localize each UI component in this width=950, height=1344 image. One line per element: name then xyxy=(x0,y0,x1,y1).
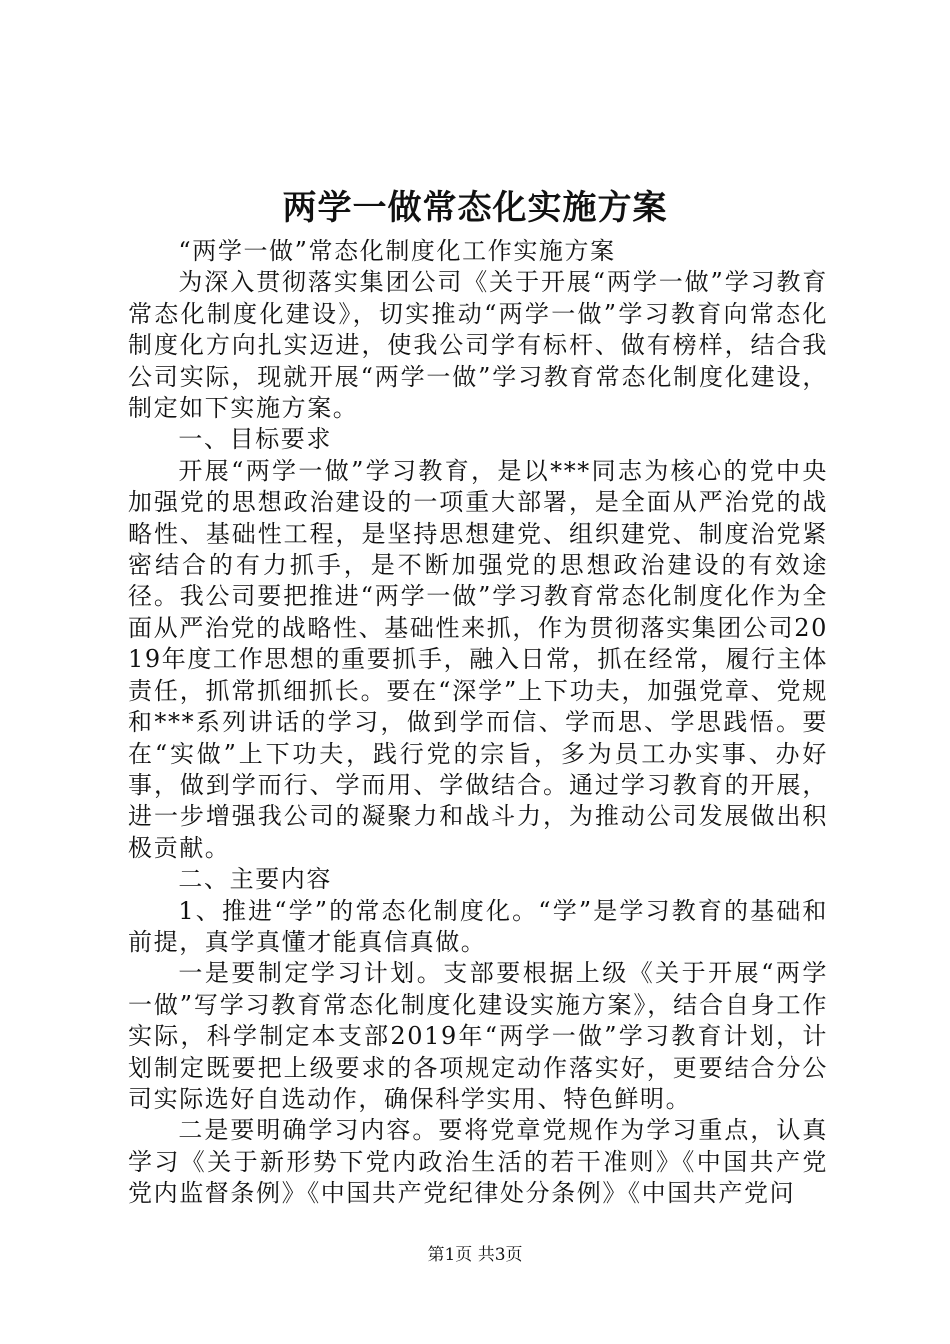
document-body xyxy=(128,236,828,1210)
paragraph-study-plan: 一是要制定学习计划。支部要根据上级《关于开展“两学一做”写学习教育常态化制度化建设实施方案》，结合自身工作实际，科学制定本支部2019年“两学一做”学习教育计划，计划制定既要把上级要求的各项规定动作落实好，更要结合分公司实际选好自选动作，确保科学实用、特色鲜明。 xyxy=(128,959,828,1113)
paragraph-intro: 为深入贯彻落实集团公司《关于开展“两学一做”学习教育常态化制度化建设》，切实推动“两学一做”学习教育向常态化制度化方向扎实迈进，使我公司学有标杆、做有榜样，结合我公司实际，现就开展“两学一做”学习教育常态化制度化建设，制定如下实施方案。 xyxy=(128,268,828,423)
paragraph-study-content: 二是要明确学习内容。要将党章党规作为学习重点，认真学习《关于新形势下党内政治生活的若干准则》《中国共产党党内监督条例》《中国共产党纪律处分条例》《中国共产党问 xyxy=(128,1116,828,1208)
paragraph-item-1: 1、推进“学”的常态化制度化。“学”是学习教育的基础和前提，真学真懂才能真信真做。 xyxy=(128,896,828,956)
section-heading-goals: 一、目标要求 xyxy=(178,425,332,454)
paragraph-goals: 开展“两学一做”学习教育，是以***同志为核心的党中央加强党的思想政治建设的一项重大部署，是全面从严治党的战略性、基础性工程，是坚持思想建党、组织建党、制度治党紧密结合的有力抓手，是不断加强党的思想政治建设的有效途径。我公司要把推进“两学一做”学习教育常态化制度化作为全面从严治党的战略性、基础性来抓，作为贯彻落实集团公司2019年度工作思想的重要抓手，融入日常，抓在经常，履行主体责任，抓常抓细抓长。要在“深学”上下功夫，加强党章、党规和***系列讲话的学习，做到学而信、学而思、学思践悟。要在“实做”上下功夫，践行党的宗旨，多为员工办实事、办好事，做到学而行、学而用、学做结合。通过学习教育的开展，进一步增强我公司的凝聚力和战斗力，为推动公司发展做出积极贡献。 xyxy=(128,456,828,862)
section-heading-content: 二、主要内容 xyxy=(178,865,332,894)
page-footer: 第1页 共3页 xyxy=(427,1245,523,1265)
document-title: 两学一做常态化实施方案 xyxy=(282,188,668,228)
paragraph-subtitle: “两学一做”常态化制度化工作实施方案 xyxy=(178,237,616,265)
